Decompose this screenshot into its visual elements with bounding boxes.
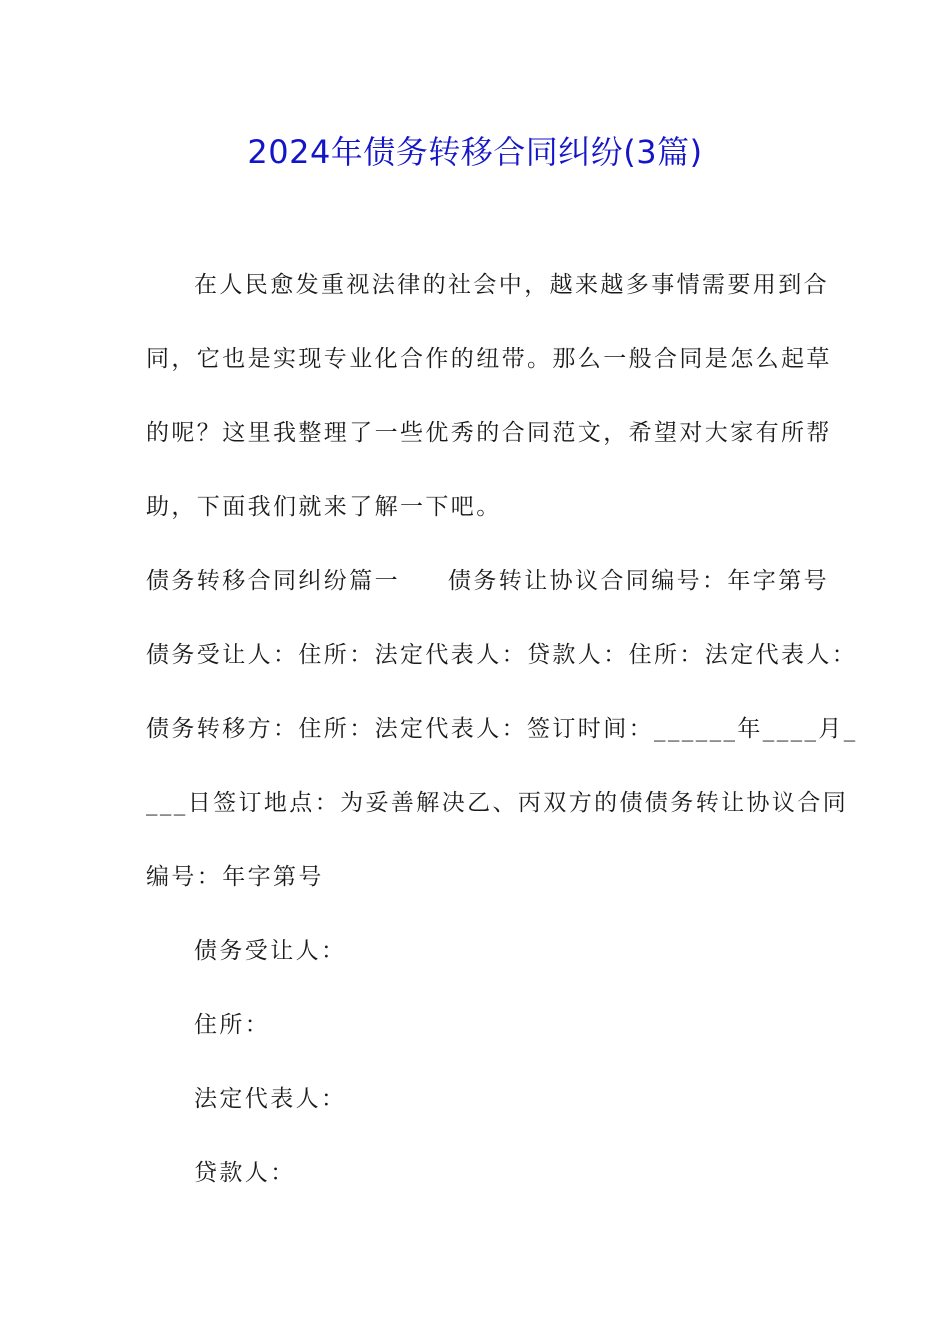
body-line: 编号：年字第号 (146, 864, 324, 890)
document-title: 2024年债务转移合同纠纷(3篇) (247, 133, 703, 171)
field-line: 债务受让人： (194, 938, 347, 964)
body-line: ___日签订地点：为妥善解决乙、丙双方的债债务转让协议合同 (146, 790, 849, 816)
document-body (146, 248, 858, 1210)
body-line: 债务转移方：住所：法定代表人：签订时间：______年____月_ (146, 716, 858, 742)
section-heading-line (146, 544, 829, 618)
field-line: 法定代表人： (194, 1086, 347, 1112)
intro-line: 在人民愈发重视法律的社会中，越来越多事情需要用到合 (194, 272, 829, 298)
field-line: 贷款人： (194, 1160, 296, 1186)
intro-line: 的呢？这里我整理了一些优秀的合同范文，希望对大家有所帮 (146, 420, 832, 446)
body-line: 债务受让人：住所：法定代表人：贷款人：住所：法定代表人： (146, 642, 858, 668)
field-line: 住所： (194, 1012, 271, 1038)
section-heading: 债务转移合同纠纷篇一 (146, 568, 400, 594)
section-heading-rest: 债务转让协议合同编号：年字第号 (448, 568, 829, 594)
intro-line: 同，它也是实现专业化合作的纽带。那么一般合同是怎么起草 (146, 346, 832, 372)
intro-line: 助，下面我们就来了解一下吧。 (146, 494, 502, 520)
